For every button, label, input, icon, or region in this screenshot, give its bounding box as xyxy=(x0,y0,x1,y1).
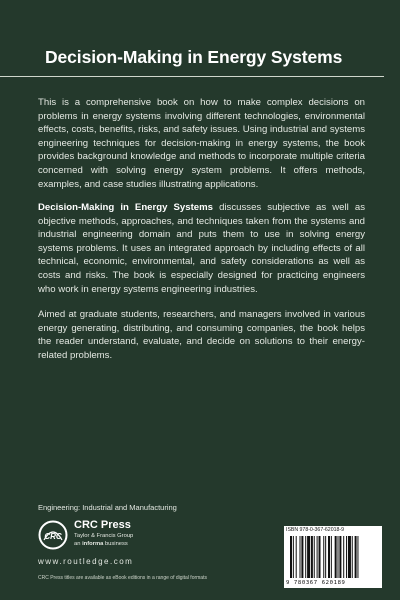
description-paragraph-3: Aimed at graduate students, researchers, and managers involved in various energy generating, distributing, and consuming companies, the book helps the reader understand, evaluate, and decide on solutions to their energy-related problems. xyxy=(38,309,365,361)
barcode-bar xyxy=(314,536,315,578)
paragraph-2-text: discusses subjective as well as objective methods, approaches, and techniques taken from the systems and industrial engineering domain and puts them to use in solving energy systems problems. It uses an integrated approach by including effects of all technical, economic, environmental, and safety considerations as well as costs and risks. The book is especially designed for practicing engineers who work in energy systems engineering industries. xyxy=(38,202,365,295)
crc-press-logo-icon xyxy=(38,520,68,550)
barcode-bar xyxy=(343,536,344,578)
barcode-digits: 9 780367 620189 xyxy=(286,580,346,586)
publisher-group: Taylor & Francis Group xyxy=(74,533,134,539)
description-paragraph-2 xyxy=(38,201,365,296)
barcode-bar xyxy=(293,536,294,578)
publisher-url: www.routledge.com xyxy=(38,557,134,566)
barcode-bar xyxy=(305,536,306,578)
business-suffix: business xyxy=(103,541,128,547)
book-title-inline: Decision-Making in Energy Systems xyxy=(38,202,213,213)
barcode-bar xyxy=(348,536,351,578)
barcode-bar xyxy=(323,536,324,578)
business-prefix: an xyxy=(74,541,83,547)
barcode-bar xyxy=(311,536,313,578)
business-informa: informa xyxy=(82,541,104,547)
barcode-bar xyxy=(296,536,297,578)
book-title: Decision-Making in Energy Systems xyxy=(45,47,343,67)
barcode-bar xyxy=(325,536,326,578)
barcode-bar xyxy=(346,536,347,578)
subject-category: Engineering: Industrial and Manufacturing xyxy=(38,503,177,512)
barcode-bar xyxy=(338,536,339,578)
barcode-bar xyxy=(357,536,358,578)
barcode-bar xyxy=(339,536,341,578)
barcode-icon xyxy=(288,536,380,580)
description-paragraph-1: This is a comprehensive book on how to make complex decisions on problems in energy systems involving different technologies, environmental effects, costs, benefits, risks, and safety issues. Using industrial and systems engineering techniques for decision-making in energy systems, the book provides background knowledge and methods to incorporate multiple criteria concerned with solving energy system problems. It offers methods, examples, and case studies illustrating applications. xyxy=(38,97,365,190)
barcode-bar xyxy=(319,536,321,578)
barcode-bar xyxy=(307,536,310,578)
publisher-name: CRC Press xyxy=(74,519,131,531)
barcode-bar xyxy=(290,536,292,578)
barcode-bar xyxy=(335,536,337,578)
barcode-bar xyxy=(300,536,301,578)
logo-letters: CRC xyxy=(44,532,62,541)
barcode-bar xyxy=(328,536,330,578)
publisher-business xyxy=(74,541,128,547)
barcode-bar xyxy=(317,536,318,578)
barcode-bar xyxy=(301,536,303,578)
barcode-bar xyxy=(352,536,353,578)
barcode-bar xyxy=(331,536,332,578)
title-divider xyxy=(0,76,384,77)
ebook-note: CRC Press titles are available as eBook editions in a range of digital formats xyxy=(38,575,207,581)
barcode-bar xyxy=(355,536,357,578)
isbn-label: ISBN 978-0-367-62018-9 xyxy=(286,527,344,533)
